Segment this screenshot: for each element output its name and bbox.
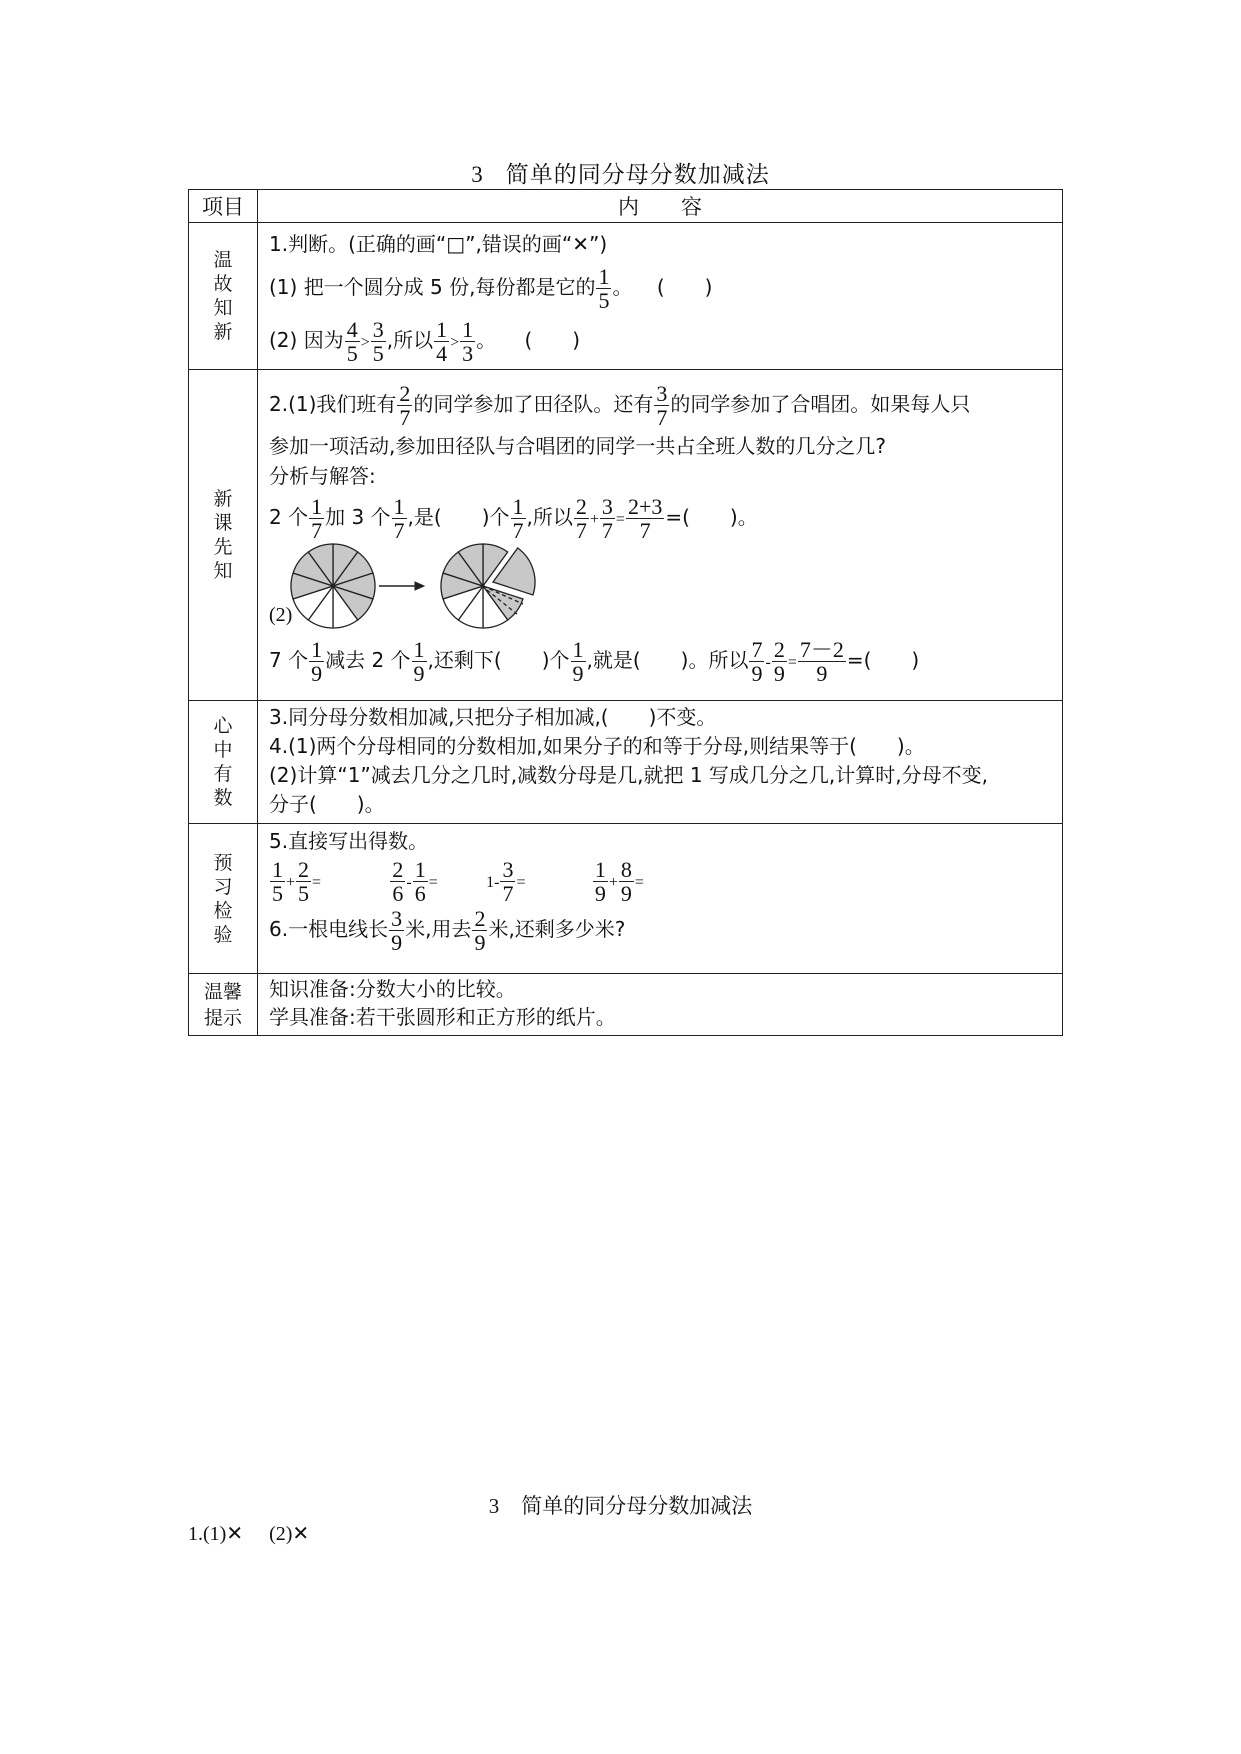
tip-knowledge: 知识准备:分数大小的比较。 (269, 977, 516, 1001)
fraction: $\frac{4}{5}$ (346, 317, 358, 366)
section-label: 心中有数 (213, 715, 233, 809)
fraction: $\frac{3}{7}$ (601, 494, 613, 543)
q4-1: 4.(1)两个分母相同的分数相加,如果分子的和等于分母,则结果等于( )。 (269, 734, 925, 758)
fraction: $\frac{7-2}{9}$ (799, 637, 844, 686)
split-pie (441, 544, 535, 628)
fraction: $\frac{1}{7}$ (512, 494, 524, 543)
fraction: $\frac{7}{9}$ (751, 637, 763, 686)
section-preview-check (189, 824, 1063, 974)
section-new-lesson (189, 370, 1063, 701)
fraction: $\frac{2}{9}$ (773, 637, 785, 686)
q1-2: (2) 因为 $\frac{4}{5}$ > $\frac{3}{5}$ ,所以 $\frac{1}{4}$ > $\frac{1}{3}$ 。 ( ) (269, 317, 581, 366)
section-label: 温馨提示 (203, 980, 242, 1029)
section-review (189, 223, 1063, 370)
answer-paren[interactable]: ( ) (524, 328, 581, 352)
q4-2: (2)计算“1”减去几分之几时,减数分母是几,就把 1 写成几分之几,计算时,分母不变, (269, 763, 989, 787)
q6: 6.一根电线长 $\frac{3}{9}$ 米,用去 $\frac{2}{9}$ 米,还剩多少米? (269, 906, 626, 955)
pie-diagram (269, 542, 1052, 632)
fraction: $\frac{1}{3}$ (462, 317, 474, 366)
q2-line3: 分析与解答: (269, 464, 376, 488)
expr-3: 1- $\frac{3}{7}$ = (486, 857, 526, 906)
fraction: $\frac{3}{7}$ (656, 381, 668, 430)
fraction: $\frac{2}{9}$ (474, 906, 486, 955)
q5: 5.直接写出得数。 (269, 829, 429, 853)
expr-1: $\frac{1}{5}$ + $\frac{2}{5}$ = (272, 857, 322, 906)
answer-1-1: 1.(1)✕ (188, 1523, 244, 1545)
pie-illustration (287, 538, 547, 634)
fraction: $\frac{1}{5}$ (598, 264, 610, 313)
fraction: $\frac{3}{9}$ (391, 906, 403, 955)
header-item: 项目 (189, 190, 258, 223)
section-label: 预习检验 (213, 851, 233, 946)
tip-tools: 学具准备:若干张圆形和正方形的纸片。 (269, 1005, 616, 1029)
title-number: 3 (471, 162, 484, 187)
fraction: $\frac{2}{7}$ (575, 494, 587, 543)
q1-title: 1.判断。(正确的画“□”,错误的画“✕”) (269, 232, 608, 256)
section-label: 新课先知 (213, 488, 233, 582)
section-label: 温故知新 (213, 249, 233, 343)
q4-3: 分子( )。 (269, 792, 385, 816)
answer-title: 3 简单的同分母分数加减法 (488, 1494, 753, 1518)
fraction: $\frac{2+3}{7}$ (627, 494, 663, 543)
whole-pie (291, 544, 375, 628)
fraction: $\frac{1}{9}$ (413, 637, 425, 686)
expr-4: $\frac{1}{9}$ + $\frac{8}{9}$ = (594, 857, 644, 906)
worksheet-table (188, 189, 1063, 1036)
section-mind (189, 701, 1063, 824)
q2-line2: 参加一项活动,参加田径队与合唱团的同学一共占全班人数的几分之几? (269, 434, 886, 458)
answer-1-2: (2)✕ (269, 1523, 310, 1545)
q2-2-label: (2) (269, 604, 293, 626)
fraction: $\frac{1}{4}$ (436, 317, 448, 366)
section-tips (189, 974, 1063, 1036)
answer-line (188, 1521, 335, 1546)
fraction: $\frac{1}{7}$ (311, 494, 323, 543)
fraction: $\frac{1}{9}$ (311, 637, 323, 686)
q5-expressions (269, 858, 1052, 905)
page-title (0, 156, 1241, 189)
table-header-row (189, 190, 1063, 223)
header-content: 内 容 (258, 190, 1063, 223)
q3: 3.同分母分数相加减,只把分子相加减,( )不变。 (269, 705, 717, 729)
arrow-icon (379, 582, 424, 590)
fraction: $\frac{2}{7}$ (399, 381, 411, 430)
q2-line1: 2.(1)我们班有 $\frac{2}{7}$ 的同学参加了田径队。还有 $\frac{3}{7}$ 的同学参加了合唱团。如果每人只 (269, 381, 971, 430)
fraction: $\frac{1}{9}$ (572, 637, 584, 686)
q1-1: (1) 把一个圆分成 5 份,每份都是它的 $\frac{1}{5}$ 。 ( ) (269, 264, 713, 313)
fraction: $\frac{1}{7}$ (393, 494, 405, 543)
title-text: 简单的同分母分数加减法 (505, 162, 770, 188)
q2-line4: 2 个 $\frac{1}{7}$ 加 3 个 $\frac{1}{7}$ ,是( )个 $\frac{1}{7}$ ,所以 $\frac{2}{7}$ + $\frac{3}{7}$ = $\frac{2+3}{7}$ =( )。 (269, 494, 758, 543)
fraction: $\frac{3}{5}$ (372, 317, 384, 366)
expr-2: $\frac{2}{6}$ - $\frac{1}{6}$ = (392, 857, 438, 906)
answer-paren[interactable]: ( ) (656, 275, 713, 299)
q2-line6: 7 个 $\frac{1}{9}$ 减去 2 个 $\frac{1}{9}$ ,还剩下( )个 $\frac{1}{9}$ ,就是( )。所以 $\frac{7}{9}$ - $\frac{2}{9}$ = $\frac{7-2}{9}$ =( ) (269, 637, 920, 686)
